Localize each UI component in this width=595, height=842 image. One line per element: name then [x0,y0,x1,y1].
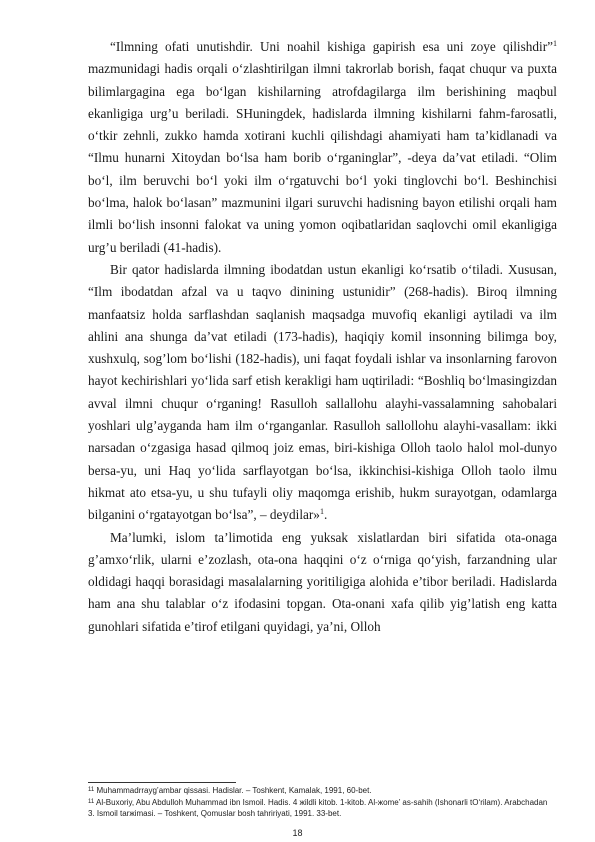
footnote-3 [88,808,557,820]
footnote-1-text: Muhammadrrayg’ambar qissasi. Hadislar. – Toshkent, Kamalak, 1991, 60-bet. [94,786,372,795]
page-number: 18 [292,828,303,838]
document-body [88,36,557,638]
footnote-2-text: Al-Buxoriy, Abu Abdulloh Muhammad ibn Ismoil. Hadis. 4 жildli kitob. 1-kitob. Al-жome’ as-sahih (Ishonarli tO‘rilam). Arabchadan [94,797,548,807]
paragraph-3: Ma’lumki, islom ta’limotida eng yuksak xislatlardan biri sifatida ota-onaga g’amxo‘rlik, ularni e’zozlash, ota-ona haqqini o‘z o‘rniga qo‘yish, farzandning ular oldidagi haqqi borasidagi masalalarning yoritiligiga alohida e’tibor beriladi. Hadislarda ham ana shu talablar o‘z ifodasini topgan. Ota-onani xafa qilib yig’latish eng katta gunohlari sifatida e’tirof etilgani quyidagi, ya’ni, Olloh [88,529,557,634]
footnotes [88,785,557,820]
footnote-divider [88,782,236,783]
footnote-ref-1[interactable]: 1 [553,39,557,48]
footnote-1-number: 11 [88,787,95,793]
paragraph-1-text-rest: mazmunidagi hadis orqali o‘zlashtirilgan ilmni takrorlab borish, faqat chuqur va puxta bilimlargagina ega bo‘lgan kishilarning atrofdagilarga ilm berishining maqbul ekanligiga urg’u beriladi. SHuningdek, hadislarda ilmning kishilarni fahm-farosatli, o‘tkir zehnli, zukko hamda xotirani kuchli qilishdagi ahamiyati ham ta’kidlanadi va “Ilmu hunarni Xitoydan bo‘lsa ham borib o‘rganinglar”, -deya da’vat etiladi. “Olim bo‘l, ilm beruvchi bo‘l yoki ilm o‘rgatuvchi bo‘l yoki tinglovchi bo‘l. Beshinchisi bo‘lma, halok bo‘lasan” mazmunini ilgari suruvchi hadisning bayon etilishi orqali ham ilmli bo‘lish insonni falokat va uning yomon oqibatlaridan saqlovchi omil ekanligiga urg’u beriladi (41-hadis). [88,61,557,255]
footnote-ref-2[interactable]: 1 [319,507,324,517]
paragraph-1-text: “Ilmning ofati unutishdir. Uni noahil kishiga gapirish esa uni zoye qilishdir” [110,39,553,54]
footnote-2-number: 11 [88,798,95,805]
paragraph-1 [88,36,557,259]
footnote-2 [88,797,557,809]
paragraph-2-end: . [323,507,328,523]
paragraph-2 [88,259,557,527]
paragraph-2-text: Bir qator hadislarda ilmning ibodatdan ustun ekanligi ko‘rsatib o‘tiladi. Xususan, “Ilm ibodatdan afzal va u taqvo dinining ustunidir” (268-hadis). Biroq ilmning manfaatsiz holda sarflashdan saqlanish maqsadga muvofiq ekanligi aytiladi va ilm ahlini ana shunga da’vat etiladi (173-hadis), haqiqiy komil insonning bilimga boy, xushxulq, sog’lom bo‘lishi (182-hadis), uni faqat foydali ishlar va insonlarning farovon hayot kechirishlari yo‘lida sarf etish kerakligi ham uqtiriladi: “Boshliq bo‘lmasingizdan avval ilmni chuqur o‘rganing! Rasulloh sallallohu alayhi-vassalamning sahobalari yoshlari ulg’ayganda ham ilm o‘rganganlar. Rasulloh sallollohu alayhi-vasallam: ikki narsadan o‘zgasiga hasad qilmoq joiz emas, biri-kishiga Olloh taolo halol mol-dunyo bersa-yu, uni Haq yo‘lida sarflayotgan bo‘lsa, ikkinchisi-kishiga Olloh taolo ilmu hikmat ato etsa-yu, u shu tufayli oliy maqomga erishib, hukm surayotgan, odamlarga bilganini o‘rgatayotgan bo‘lsa”, – deydilar» [88,261,557,523]
footnote-3-text: 3. Ismoil tarжimasi. – Toshkent, Qomuslar bosh tahririyati, 1991. 33-bet. [88,809,342,818]
footnote-1 [88,785,557,797]
